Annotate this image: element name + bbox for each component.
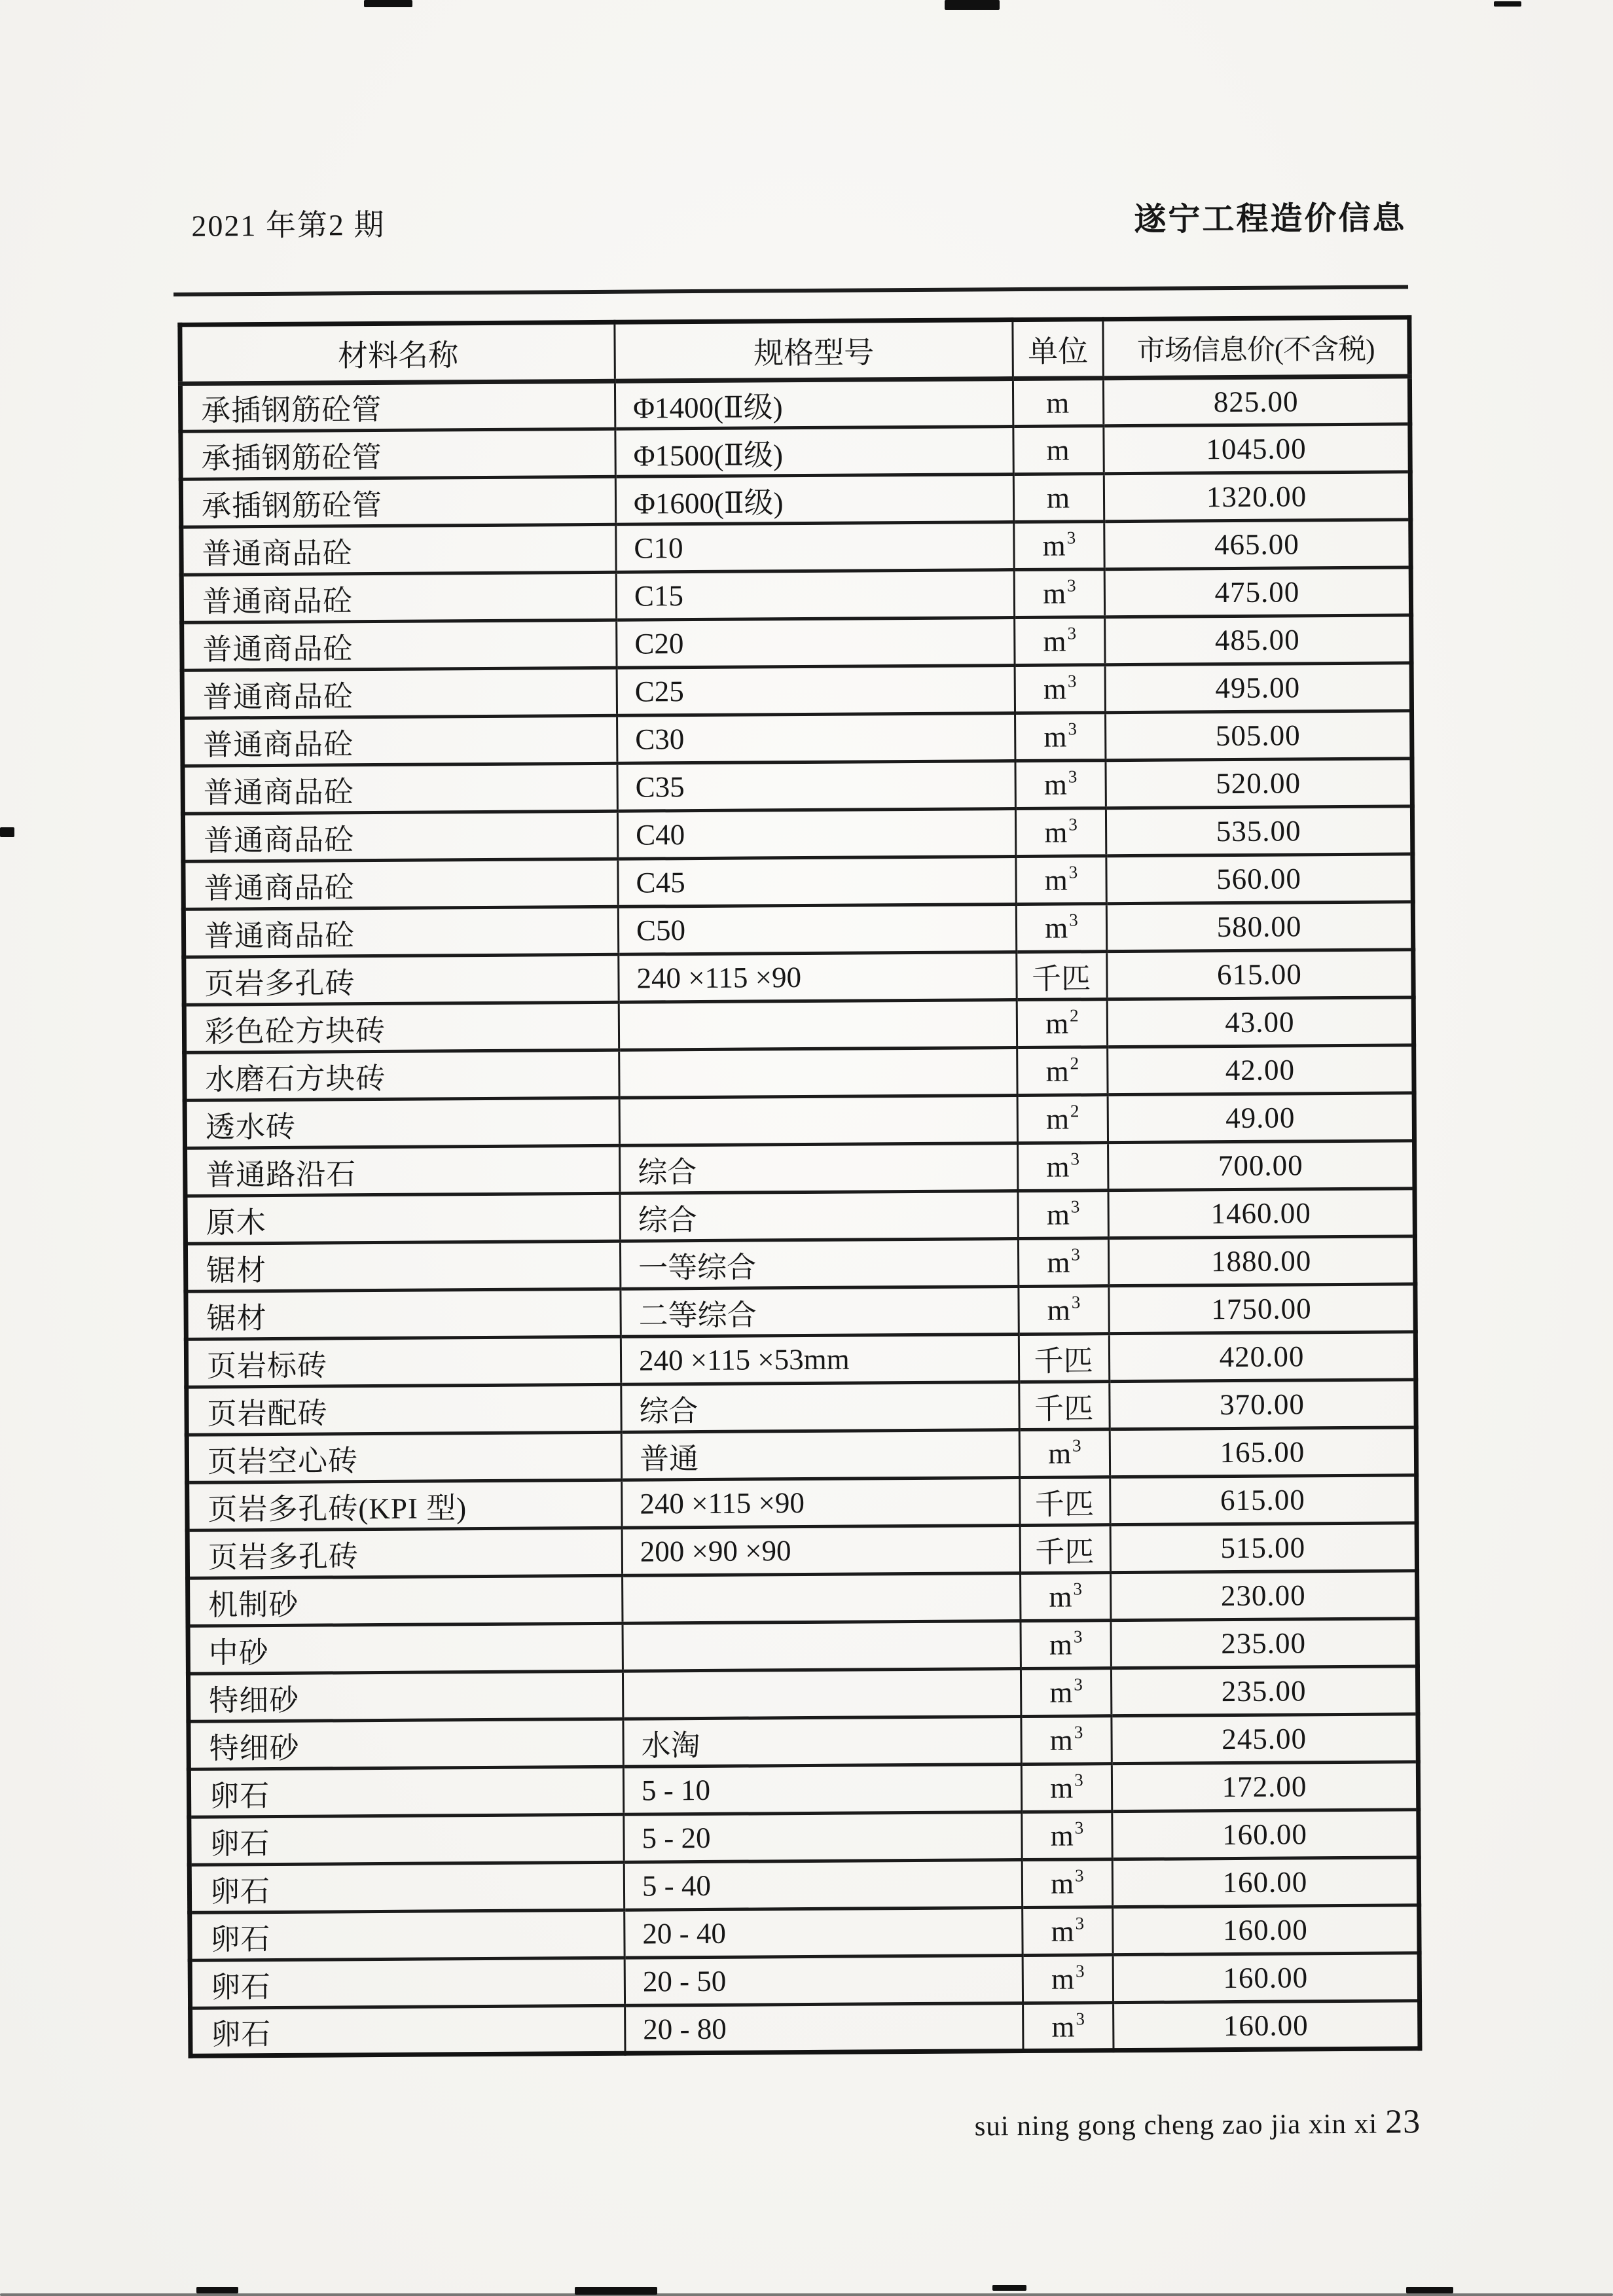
scan-artifact: [196, 2287, 238, 2293]
unit-cell: [1023, 2003, 1114, 2051]
unit-exponent: 3: [1067, 671, 1077, 691]
table-row: [189, 1714, 1418, 1769]
material-name-cell: 页岩多孔砖: [184, 954, 619, 1005]
spec-cell: [623, 1573, 1021, 1624]
table-row: [185, 1045, 1414, 1100]
price-cell: 1320.00: [1104, 472, 1410, 522]
spec-cell: Φ1500(Ⅱ级): [615, 427, 1013, 477]
page-header: [191, 192, 1406, 245]
unit-base: m: [1046, 433, 1070, 467]
scan-artifact: [364, 0, 412, 7]
scan-artifact: [0, 827, 14, 837]
table-row: [187, 1523, 1417, 1578]
price-cell: 615.00: [1107, 950, 1413, 999]
material-name-cell: 页岩多孔砖(KPI 型): [187, 1480, 622, 1530]
material-name-cell: 页岩空心砖: [187, 1432, 621, 1482]
unit-cell: [1015, 761, 1106, 809]
spec-cell: [623, 1621, 1021, 1672]
unit-cell: [1018, 1143, 1108, 1191]
price-cell: 235.00: [1111, 1619, 1417, 1668]
spec-cell: 5 - 40: [624, 1860, 1022, 1910]
table-row: [185, 1141, 1415, 1196]
unit-cell: [1018, 1238, 1108, 1287]
unit-exponent: 3: [1075, 1961, 1085, 1981]
unit-cell: [1019, 1286, 1109, 1335]
unit-base: m: [1045, 1054, 1069, 1088]
unit-base: m: [1051, 2010, 1075, 2043]
unit-cell: [1017, 952, 1107, 1000]
table-row: [184, 997, 1413, 1052]
unit-exponent: 3: [1074, 1818, 1084, 1838]
page-footer: [189, 2102, 1421, 2148]
price-cell: 535.00: [1106, 806, 1412, 856]
material-name-cell: 中砂: [188, 1623, 623, 1674]
spec-cell: Φ1400(Ⅱ级): [615, 379, 1013, 429]
unit-exponent: 3: [1071, 1292, 1081, 1312]
unit-base: m: [1046, 1150, 1070, 1183]
table-row: [185, 1189, 1415, 1244]
material-name-cell: 普通商品砼: [182, 620, 617, 670]
unit-base: m: [1045, 386, 1070, 420]
unit-cell: [1021, 1668, 1111, 1717]
price-cell: 43.00: [1107, 997, 1413, 1047]
unit-exponent: 3: [1074, 1770, 1083, 1790]
material-name-cell: 特细砂: [188, 1671, 623, 1721]
material-name-cell: 普通商品砼: [183, 811, 617, 861]
unit-base: 千匹: [1034, 1487, 1095, 1521]
material-name-cell: 普通路沿石: [185, 1145, 620, 1196]
table-row: [183, 854, 1413, 909]
spec-cell: 20 - 50: [625, 1956, 1023, 2006]
table-row: [185, 1236, 1415, 1291]
material-name-cell: 锯材: [186, 1289, 621, 1339]
price-cell: 560.00: [1106, 854, 1413, 904]
table-row: [182, 663, 1411, 718]
material-name-cell: 卵石: [189, 1767, 623, 1817]
unit-exponent: 3: [1070, 1149, 1080, 1169]
spec-cell: Φ1600(Ⅱ级): [615, 475, 1013, 525]
spec-cell: 5 - 20: [624, 1812, 1022, 1863]
unit-exponent: 3: [1067, 623, 1077, 643]
price-cell: 475.00: [1104, 567, 1411, 617]
table-header-row: [180, 317, 1410, 384]
table-row: [190, 1953, 1419, 2008]
unit-cell: [1020, 1525, 1110, 1573]
material-name-cell: 普通商品砼: [183, 763, 617, 814]
material-name-cell: 普通商品砼: [183, 906, 618, 957]
unit-base: 千匹: [1031, 961, 1091, 996]
spec-cell: 5 - 10: [623, 1765, 1021, 1815]
unit-cell: [1023, 1907, 1113, 1956]
price-cell: 420.00: [1109, 1332, 1415, 1382]
table-row: [183, 759, 1412, 814]
price-cell: 1045.00: [1104, 424, 1410, 474]
price-cell: 235.00: [1111, 1666, 1417, 1716]
material-name-cell: 水磨石方块砖: [185, 1050, 619, 1100]
unit-exponent: 3: [1075, 1913, 1085, 1933]
material-name-cell: 页岩配砖: [187, 1384, 621, 1435]
material-name-cell: 彩色砼方块砖: [184, 1002, 619, 1052]
table-row: [188, 1619, 1417, 1674]
spec-cell: 二等综合: [621, 1287, 1019, 1337]
material-name-cell: 特细砂: [189, 1719, 623, 1769]
table-row: [181, 520, 1411, 575]
spec-cell: 240 ×115 ×53mm: [621, 1335, 1019, 1385]
material-price-table: [177, 315, 1422, 2058]
spec-cell: C40: [617, 809, 1015, 859]
unit-cell: [1019, 1334, 1109, 1382]
material-name-cell: 卵石: [190, 1910, 625, 1960]
footer-page-number: 23: [1385, 2103, 1421, 2141]
price-cell: 160.00: [1114, 2001, 1420, 2051]
unit-base: m: [1043, 624, 1066, 658]
spec-cell: C35: [617, 761, 1015, 812]
unit-base: m: [1049, 1628, 1073, 1661]
spec-cell: [619, 1048, 1017, 1098]
unit-cell: [1013, 426, 1104, 475]
table-row: [188, 1571, 1417, 1626]
material-name-cell: 承插钢筋砼管: [181, 476, 615, 527]
unit-cell: [1016, 904, 1106, 952]
unit-base: m: [1049, 1580, 1072, 1613]
table-row: [190, 1905, 1419, 1960]
price-cell: 42.00: [1108, 1045, 1414, 1095]
unit-cell: [1013, 378, 1103, 427]
header-unit: 单位: [1013, 319, 1104, 379]
unit-base: m: [1049, 1676, 1073, 1709]
unit-exponent: 3: [1072, 1435, 1081, 1456]
unit-cell: [1022, 1859, 1112, 1908]
journal-title: 遂宁工程造价信息: [1134, 200, 1407, 238]
unit-base: m: [1044, 816, 1068, 849]
unit-cell: [1014, 569, 1104, 618]
spec-cell: 综合: [620, 1191, 1018, 1242]
unit-cell: [1017, 999, 1107, 1048]
price-cell: 245.00: [1112, 1714, 1418, 1764]
unit-cell: [1015, 617, 1105, 666]
unit-cell: [1014, 522, 1104, 570]
footer-pinyin: sui ning gong cheng zao jia xin xi: [974, 2108, 1378, 2142]
unit-base: m: [1045, 1102, 1070, 1136]
table-row: [184, 950, 1413, 1005]
spec-cell: [619, 1000, 1017, 1050]
price-cell: 615.00: [1110, 1475, 1417, 1525]
price-cell: 160.00: [1112, 1810, 1419, 1859]
price-cell: 1460.00: [1108, 1189, 1415, 1238]
unit-cell: [1022, 1812, 1112, 1860]
table-row: [186, 1332, 1415, 1387]
material-name-cell: 卵石: [190, 1958, 625, 2008]
unit-base: 千匹: [1035, 1535, 1095, 1569]
unit-exponent: 3: [1068, 719, 1078, 739]
spec-cell: C25: [617, 666, 1015, 716]
unit-base: m: [1042, 577, 1066, 610]
table-row: [186, 1284, 1415, 1339]
table-row: [189, 1762, 1418, 1817]
material-name-cell: 普通商品砼: [183, 859, 618, 909]
unit-base: m: [1043, 768, 1068, 801]
table-row: [182, 615, 1411, 670]
table-row: [181, 567, 1411, 622]
unit-base: m: [1050, 1819, 1074, 1852]
unit-base: m: [1048, 1437, 1072, 1470]
unit-base: m: [1042, 529, 1066, 562]
price-cell: 1750.00: [1109, 1284, 1415, 1334]
unit-cell: [1013, 474, 1104, 522]
table-row: [189, 1857, 1419, 1912]
unit-exponent: 3: [1069, 910, 1078, 930]
unit-cell: [1021, 1764, 1112, 1812]
material-name-cell: 原木: [185, 1193, 620, 1244]
header-spec-model: 规格型号: [615, 320, 1013, 382]
unit-exponent: 3: [1076, 2008, 1085, 2029]
unit-exponent: 3: [1068, 862, 1078, 882]
unit-base: m: [1045, 911, 1068, 944]
table-row: [190, 2001, 1420, 2056]
material-name-cell: 锯材: [185, 1241, 620, 1291]
spec-cell: 200 ×90 ×90: [622, 1526, 1020, 1576]
unit-exponent: 3: [1074, 1674, 1083, 1695]
unit-cell: [1020, 1477, 1110, 1526]
material-name-cell: 普通商品砼: [183, 715, 617, 766]
unit-base: m: [1051, 1867, 1074, 1900]
unit-base: 千匹: [1034, 1344, 1093, 1378]
unit-base: m: [1044, 863, 1068, 897]
material-name-cell: 承插钢筋砼管: [180, 381, 615, 431]
unit-exponent: 3: [1075, 1865, 1084, 1886]
table-row: [183, 806, 1412, 861]
table-body: [180, 376, 1420, 2056]
material-name-cell: 页岩多孔砖: [187, 1528, 622, 1578]
spec-cell: 水淘: [623, 1717, 1021, 1767]
unit-base: m: [1045, 1007, 1069, 1040]
spec-cell: 240 ×115 ×90: [619, 952, 1017, 1003]
unit-exponent: 3: [1066, 575, 1076, 596]
material-name-cell: 卵石: [190, 2005, 625, 2056]
unit-cell: [1023, 1955, 1113, 2003]
spec-cell: 综合: [620, 1143, 1018, 1194]
price-cell: 485.00: [1105, 615, 1411, 665]
material-name-cell: 普通商品砼: [181, 524, 616, 575]
unit-base: m: [1046, 1198, 1070, 1231]
unit-cell: [1019, 1429, 1110, 1478]
unit-exponent: 3: [1073, 1579, 1083, 1599]
price-cell: 49.00: [1108, 1093, 1414, 1143]
price-cell: 700.00: [1108, 1141, 1415, 1191]
table-row: [181, 424, 1410, 479]
unit-base: 千匹: [1034, 1391, 1094, 1426]
unit-base: m: [1049, 1723, 1074, 1757]
header-material-name: 材料名称: [180, 322, 615, 384]
table-row: [185, 1093, 1414, 1148]
scan-artifact: [945, 0, 1000, 10]
price-cell: 370.00: [1110, 1380, 1416, 1429]
unit-exponent: 3: [1073, 1626, 1083, 1647]
table-row: [187, 1475, 1417, 1530]
spec-cell: 一等综合: [620, 1239, 1018, 1289]
spec-cell: C10: [616, 522, 1014, 573]
material-name-cell: 普通商品砼: [182, 668, 617, 718]
unit-cell: [1015, 713, 1106, 761]
table-row: [187, 1380, 1416, 1435]
unit-exponent: 3: [1068, 766, 1078, 787]
price-cell: 465.00: [1104, 520, 1411, 569]
unit-cell: [1021, 1716, 1112, 1765]
unit-base: m: [1047, 1246, 1070, 1279]
unit-cell: [1017, 1095, 1108, 1143]
material-name-cell: 卵石: [189, 1814, 624, 1865]
spec-cell: [619, 1096, 1017, 1146]
spec-cell: C30: [617, 713, 1015, 764]
table-row: [183, 902, 1413, 957]
price-cell: 495.00: [1105, 663, 1411, 713]
unit-exponent: 2: [1070, 1005, 1079, 1026]
price-cell: 160.00: [1112, 1857, 1419, 1907]
material-name-cell: 承插钢筋砼管: [181, 429, 615, 479]
unit-exponent: 3: [1066, 528, 1076, 548]
table-row: [183, 711, 1412, 766]
price-cell: 1880.00: [1108, 1236, 1415, 1286]
unit-exponent: 3: [1070, 1196, 1080, 1217]
scan-artifact: [992, 2285, 1026, 2291]
price-cell: 520.00: [1106, 759, 1412, 808]
unit-cell: [1019, 1382, 1110, 1430]
material-name-cell: 页岩标砖: [186, 1336, 621, 1387]
spec-cell: C15: [616, 570, 1014, 620]
unit-base: m: [1047, 1293, 1070, 1327]
spec-cell: 20 - 80: [625, 2003, 1023, 2054]
unit-cell: [1017, 1047, 1108, 1096]
table-row: [180, 376, 1409, 431]
unit-cell: [1021, 1621, 1111, 1669]
price-cell: 230.00: [1111, 1571, 1417, 1621]
material-name-cell: 卵石: [189, 1862, 624, 1912]
unit-base: m: [1046, 481, 1070, 514]
price-cell: 165.00: [1110, 1427, 1416, 1477]
scan-artifact: [0, 2293, 1613, 2296]
unit-exponent: 3: [1074, 1722, 1083, 1742]
unit-base: m: [1043, 672, 1067, 706]
table-row: [189, 1810, 1419, 1865]
table-row: [187, 1427, 1416, 1482]
spec-cell: [623, 1669, 1021, 1719]
table-row: [181, 472, 1410, 527]
spec-cell: C45: [618, 857, 1016, 907]
unit-base: m: [1050, 1771, 1074, 1804]
spec-cell: 240 ×115 ×90: [622, 1478, 1020, 1528]
spec-cell: C50: [618, 905, 1016, 955]
material-name-cell: 机制砂: [188, 1575, 623, 1626]
unit-cell: [1018, 1191, 1108, 1239]
unit-cell: [1021, 1573, 1111, 1621]
price-cell: 825.00: [1103, 376, 1409, 426]
unit-base: m: [1051, 1914, 1074, 1948]
table-row: [188, 1666, 1417, 1721]
spec-cell: C20: [617, 618, 1015, 668]
spec-cell: 普通: [621, 1430, 1019, 1480]
price-cell: 172.00: [1112, 1762, 1418, 1812]
scan-artifact: [1406, 2287, 1453, 2293]
price-cell: 515.00: [1110, 1523, 1417, 1573]
price-cell: 160.00: [1113, 1905, 1419, 1955]
unit-exponent: 2: [1070, 1101, 1079, 1121]
header-rule: [173, 285, 1408, 296]
unit-exponent: 3: [1071, 1244, 1080, 1265]
price-cell: 160.00: [1113, 1953, 1419, 2003]
spec-cell: 20 - 40: [625, 1908, 1023, 1958]
unit-base: m: [1051, 1962, 1075, 1996]
unit-exponent: 2: [1070, 1053, 1079, 1073]
issue-label: 2021 年第2 期: [191, 207, 386, 243]
unit-exponent: 3: [1068, 814, 1078, 834]
material-name-cell: 透水砖: [185, 1098, 619, 1148]
material-name-cell: 普通商品砼: [181, 572, 616, 622]
price-cell: 505.00: [1106, 711, 1412, 761]
unit-cell: [1015, 808, 1106, 857]
spec-cell: 综合: [621, 1382, 1019, 1433]
header-market-price: 市场信息价(不含税): [1103, 317, 1410, 378]
unit-base: m: [1043, 720, 1067, 753]
price-cell: 580.00: [1106, 902, 1413, 952]
unit-cell: [1015, 665, 1105, 713]
scan-artifact: [1494, 1, 1521, 7]
unit-cell: [1016, 856, 1106, 905]
